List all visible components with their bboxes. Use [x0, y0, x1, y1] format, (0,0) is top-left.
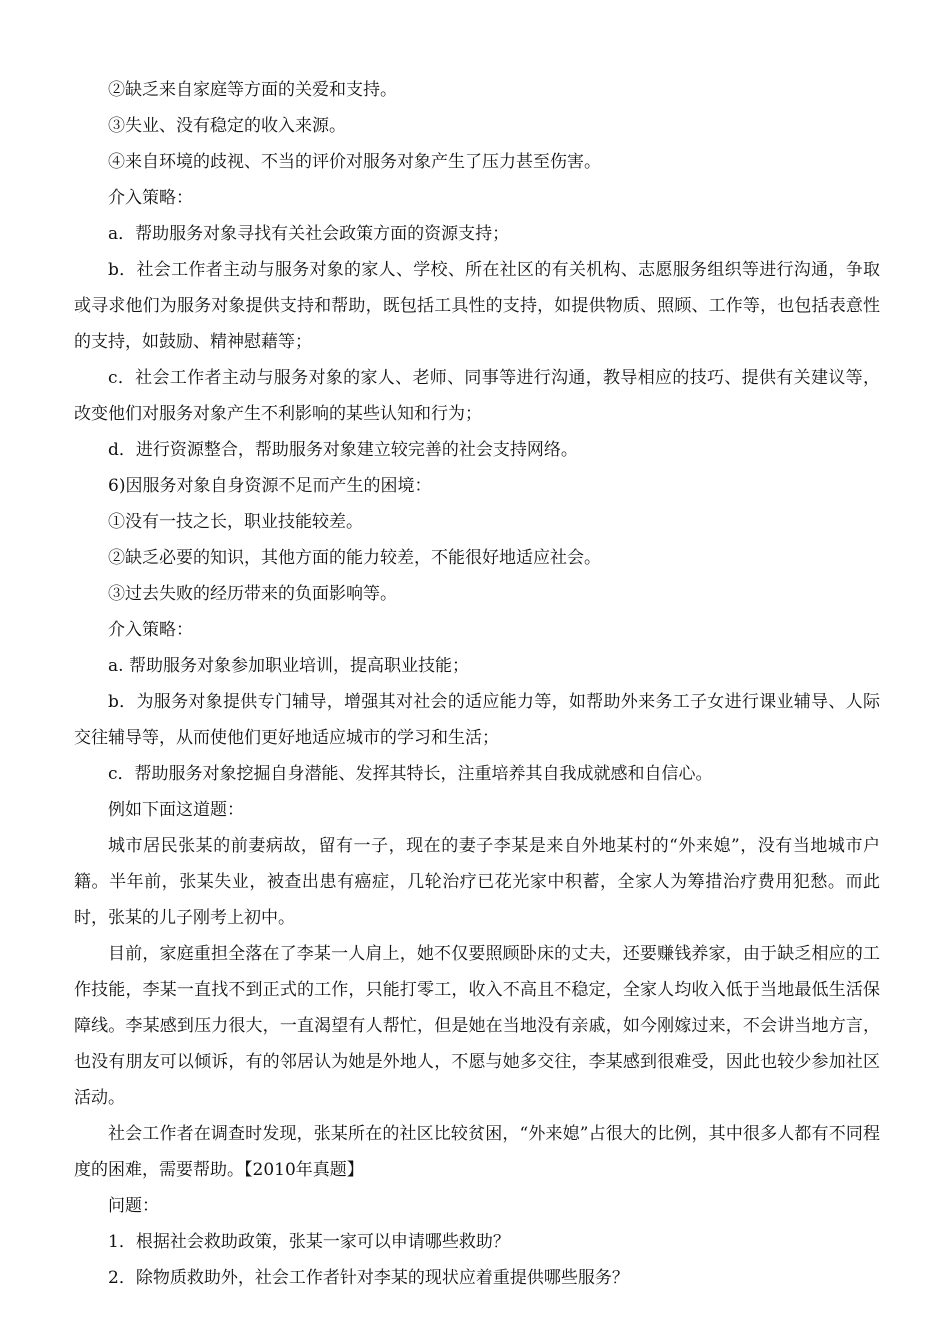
paragraph: c．社会工作者主动与服务对象的家人、老师、同事等进行沟通，教导相应的技巧、提供有关建议等，改变他们对服务对象产生不利影响的某些认知和行为； — [74, 368, 880, 424]
paragraph: 例如下面这道题： — [108, 800, 244, 820]
paragraph: d．进行资源整合，帮助服务对象建立较完善的社会支持网络。 — [108, 440, 578, 460]
paragraph: a. 帮助服务对象参加职业培训，提高职业技能； — [108, 656, 469, 676]
paragraph: ②缺乏来自家庭等方面的关爱和支持。 — [108, 80, 397, 100]
paragraph: 城市居民张某的前妻病故，留有一子，现在的妻子李某是来自外地某村的“外来媳”，没有当地城市户籍。半年前，张某失业，被查出患有癌症，几轮治疗已花光家中积蓄，全家人为筹措治疗费用犯愁。而此时，张某的儿子刚考上初中。 — [74, 836, 880, 928]
paragraph: 问题： — [108, 1196, 159, 1216]
paragraph: ④来自环境的歧视、不当的评价对服务对象产生了压力甚至伤害。 — [108, 152, 601, 172]
document-body — [74, 72, 880, 1296]
paragraph: ②缺乏必要的知识，其他方面的能力较差，不能很好地适应社会。 — [108, 548, 601, 568]
paragraph: 社会工作者在调查时发现，张某所在的社区比较贫困，“外来媳”占很大的比例，其中很多人都有不同程度的困难，需要帮助。【2010年真题】 — [74, 1124, 880, 1180]
paragraph: 6)因服务对象自身资源不足而产生的困境： — [108, 476, 432, 496]
paragraph: 介入策略： — [108, 620, 193, 640]
paragraph: 2．除物质救助外，社会工作者针对李某的现状应着重提供哪些服务？ — [108, 1268, 629, 1288]
paragraph: ③失业、没有稳定的收入来源。 — [108, 116, 346, 136]
paragraph: 目前，家庭重担全落在了李某一人肩上，她不仅要照顾卧床的丈夫，还要赚钱养家，由于缺乏相应的工作技能，李某一直找不到正式的工作，只能打零工，收入不高且不稳定，全家人均收入低于当地最低生活保障线。李某感到压力很大，一直渴望有人帮忙，但是她在当地没有亲戚，如今刚嫁过来，不会讲当地方言，也没有朋友可以倾诉，有的邻居认为她是外地人，不愿与她多交往，李某感到很难受，因此也较少参加社区活动。 — [74, 944, 880, 1108]
paragraph: ③过去失败的经历带来的负面影响等。 — [108, 584, 397, 604]
paragraph: c．帮助服务对象挖掘自身潜能、发挥其特长，注重培养其自我成就感和自信心。 — [108, 764, 713, 784]
paragraph: ①没有一技之长，职业技能较差。 — [108, 512, 363, 532]
paragraph: 介入策略： — [108, 188, 193, 208]
paragraph: b．为服务对象提供专门辅导，增强其对社会的适应能力等，如帮助外来务工子女进行课业辅导、人际交往辅导等，从而使他们更好地适应城市的学习和生活； — [74, 692, 880, 748]
paragraph: 1．根据社会救助政策，张某一家可以申请哪些救助？ — [108, 1232, 510, 1252]
paragraph: b．社会工作者主动与服务对象的家人、学校、所在社区的有关机构、志愿服务组织等进行沟通，争取或寻求他们为服务对象提供支持和帮助，既包括工具性的支持，如提供物质、照顾、工作等，也包括表意性的支持，如鼓励、精神慰藉等； — [74, 260, 880, 352]
paragraph: a．帮助服务对象寻找有关社会政策方面的资源支持； — [108, 224, 510, 244]
